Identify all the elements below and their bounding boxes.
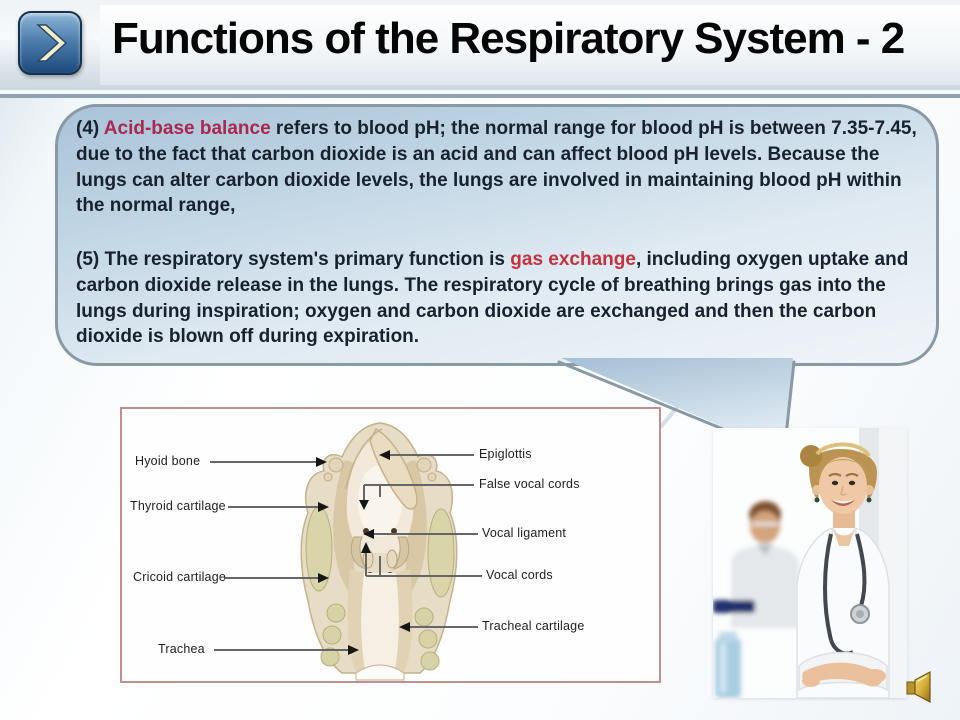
paragraph-gas-exchange: [76, 247, 922, 350]
larynx-illustration: [122, 409, 659, 681]
para4-prefix: (4): [76, 118, 104, 139]
label-vocal-cords: Vocal cords: [486, 568, 553, 582]
label-tracheal-cartilage: Tracheal cartilage: [482, 619, 585, 633]
label-thyroid-cartilage: Thyroid cartilage: [130, 499, 226, 513]
para4-body: refers to blood pH; the normal range for blood pH is between 7.35-7.45, due to the fact that carbon dioxide is an acid and can affect blood pH levels. Because the lungs can alter carbon dioxide levels, the lungs are involved in maintaining blood pH within the normal range,: [76, 118, 917, 217]
slide-title: Functions of the Respiratory System - 2: [112, 14, 905, 63]
speaker-icon[interactable]: [903, 669, 939, 703]
label-false-vocal-cords: False vocal cords: [479, 477, 580, 491]
doctor-photo: [713, 428, 907, 698]
slide-header: [0, 0, 960, 90]
label-cricoid-cartilage: Cricoid cartilage: [133, 570, 227, 584]
paragraph-acid-base-balance: [76, 116, 922, 219]
larynx-diagram: [120, 407, 661, 683]
label-vocal-ligament: Vocal ligament: [482, 526, 567, 540]
doctor-figure: [797, 444, 889, 698]
header-divider: [0, 94, 960, 98]
doctor-photo-image: [713, 428, 907, 698]
label-hyoid-bone: Hyoid bone: [135, 454, 201, 468]
label-trachea: Trachea: [158, 642, 205, 656]
para5-body: , including oxygen uptake and carbon dioxide release in the lungs. The respiratory cycle of breathing brings gas into the lungs during inspiration; oxygen and carbon dioxide are exchanged and then the carbon dioxide is blown off during expiration.: [76, 249, 909, 348]
para5-highlight-term: gas exchange: [510, 249, 636, 270]
para5-prefix: (5) The respiratory system's primary function is: [76, 249, 511, 270]
para4-highlight-term: Acid-base balance: [103, 118, 271, 139]
chevron-right-icon: [18, 11, 82, 75]
label-epiglottis: Epiglottis: [479, 447, 532, 461]
